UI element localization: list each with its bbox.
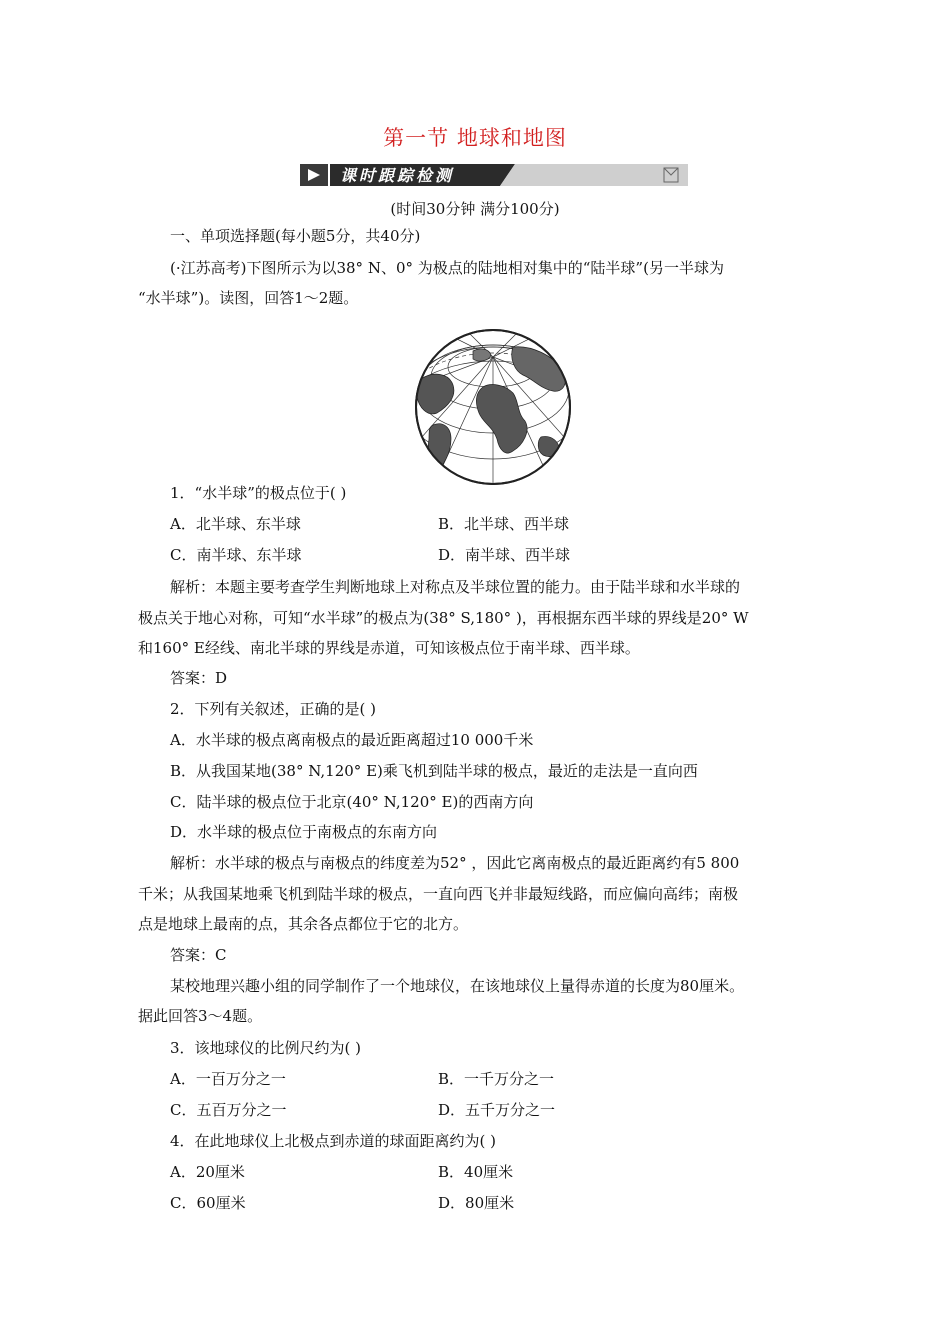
analysis-line: 点是地球上最南的点，其余各点都位于它的北方。 bbox=[138, 915, 469, 933]
question-stem: 2．下列有关叙述，正确的是( ) bbox=[170, 700, 377, 718]
analysis-line: 解析：本题主要考查学生判断地球上对称点及半球位置的能力。由于陆半球和水半球的 bbox=[170, 578, 741, 596]
question-stem: 1．“水半球”的极点位于( ) bbox=[170, 484, 347, 502]
analysis-line: 和160° E经线、南北半球的界线是赤道，可知该极点位于南半球、西半球。 bbox=[138, 639, 640, 657]
option-a[interactable]: A．北半球、东半球 bbox=[170, 515, 301, 533]
option-a[interactable]: A．20厘米 bbox=[170, 1163, 245, 1181]
analysis-line: 解析：水半球的极点与南极点的纬度差为52° ，因此它离南极点的最近距离约有5 800 bbox=[170, 854, 740, 872]
option-a[interactable]: A．水半球的极点离南极点的最近距离超过10 000千米 bbox=[170, 731, 534, 749]
option-b[interactable]: B．从我国某地(38° N,120° E)乘飞机到陆半球的极点，最近的走法是一直向西 bbox=[170, 762, 698, 780]
answer-text: 答案：C bbox=[170, 946, 227, 964]
intro-line: 某校地理兴趣小组的同学制作了一个地球仪，在该地球仪上量得赤道的长度为80厘米。 bbox=[170, 977, 745, 995]
banner-label: 课时跟踪检测 bbox=[340, 166, 455, 185]
option-b[interactable]: B．北半球、西半球 bbox=[438, 515, 570, 533]
intro-line: 据此回答3～4题。 bbox=[138, 1007, 263, 1025]
option-c[interactable]: C．60厘米 bbox=[170, 1194, 246, 1212]
question-stem: 3．该地球仪的比例尺约为( ) bbox=[170, 1039, 362, 1057]
section-heading: 一、单项选择题(每小题5分，共40分) bbox=[170, 227, 421, 245]
option-d[interactable]: D．水半球的极点位于南极点的东南方向 bbox=[170, 823, 438, 841]
section-banner bbox=[300, 162, 688, 188]
intro-line: “水半球”)。读图，回答1～2题。 bbox=[138, 289, 359, 307]
question-stem: 4．在此地球仪上北极点到赤道的球面距离约为( ) bbox=[170, 1132, 497, 1150]
page-title: 第一节 地球和地图 bbox=[383, 126, 567, 150]
option-c[interactable]: C．陆半球的极点位于北京(40° N,120° E)的西南方向 bbox=[170, 793, 534, 811]
option-d[interactable]: D．南半球、西半球 bbox=[438, 546, 571, 564]
option-c[interactable]: C．南半球、东半球 bbox=[170, 546, 302, 564]
analysis-line: 千米；从我国某地乘飞机到陆半球的极点，一直向西飞并非最短线路，而应偏向高纬；南极 bbox=[138, 885, 739, 903]
option-d[interactable]: D．80厘米 bbox=[438, 1194, 515, 1212]
option-a[interactable]: A．一百万分之一 bbox=[170, 1070, 286, 1088]
land-hemisphere-globe bbox=[413, 327, 573, 487]
option-d[interactable]: D．五千万分之一 bbox=[438, 1101, 556, 1119]
option-b[interactable]: B．40厘米 bbox=[438, 1163, 514, 1181]
answer-text: 答案：D bbox=[170, 669, 228, 687]
option-c[interactable]: C．五百万分之一 bbox=[170, 1101, 287, 1119]
exam-subtitle: (时间30分钟 满分100分) bbox=[390, 200, 560, 218]
analysis-line: 极点关于地心对称，可知“水半球”的极点为(38° S,180° )，再根据东西半球的界线是20° W bbox=[138, 609, 749, 627]
intro-line: (·江苏高考)下图所示为以38° N、0° 为极点的陆地相对集中的“陆半球”(另一半球为 bbox=[170, 259, 724, 277]
option-b[interactable]: B．一千万分之一 bbox=[438, 1070, 555, 1088]
